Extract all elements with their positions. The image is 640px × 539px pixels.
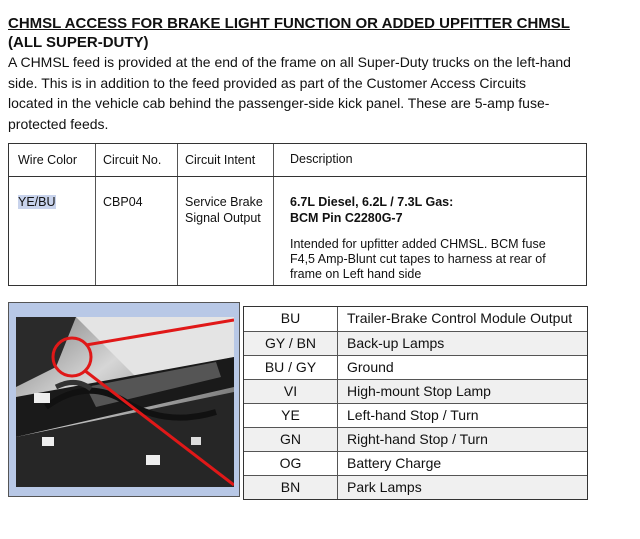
wire-color-row [244, 307, 587, 331]
wire-color-code: BU [244, 307, 338, 331]
column-divider [95, 144, 96, 285]
intro-paragraph [8, 52, 628, 134]
wire-color-code: OG [244, 452, 338, 475]
wire-color-row [244, 355, 587, 379]
column-divider [177, 144, 178, 285]
desc-note [290, 237, 582, 282]
header-circuit-no: Circuit No. [103, 153, 162, 167]
wire-color-code: BN [244, 476, 338, 499]
frame-connector-photo [8, 302, 240, 497]
desc-engine-line: 6.7L Diesel, 6.2L / 7.3L Gas: [290, 195, 454, 209]
wire-function: Right-hand Stop / Turn [347, 431, 488, 447]
heading-title: CHMSL ACCESS FOR BRAKE LIGHT FUNCTION OR ADDED UPFITTER CHMSL [8, 15, 570, 32]
wire-function: Park Lamps [347, 479, 422, 495]
wire-function: High-mount Stop Lamp [347, 383, 491, 399]
section-heading [8, 14, 628, 52]
wire-color-code: GY / BN [244, 332, 338, 355]
intro-line: located in the vehicle cab behind the passenger-side kick panel. These are 5-amp fuse- [8, 95, 550, 111]
cell-wire-color[interactable] [18, 194, 56, 210]
desc-note-line: F4,5 Amp-Blunt cut tapes to harness at rear of [290, 252, 546, 266]
desc-note-line: frame on Left hand side [290, 267, 422, 281]
wire-color-table [243, 306, 588, 500]
wire-function: Back-up Lamps [347, 335, 445, 351]
wire-function: Ground [347, 359, 394, 375]
header-circuit-intent: Circuit Intent [185, 153, 256, 167]
intent-line: Signal Output [185, 211, 261, 225]
wire-color-row [244, 451, 587, 475]
wire-color-row [244, 331, 587, 355]
wire-function: Trailer-Brake Control Module Output [347, 310, 573, 326]
intent-line: Service Brake [185, 195, 263, 209]
intro-line: protected feeds. [8, 115, 109, 132]
wire-color-row [244, 379, 587, 403]
wire-function: Left-hand Stop / Turn [347, 407, 479, 423]
header-wire-color: Wire Color [18, 153, 78, 167]
wire-color-row [244, 403, 587, 427]
intro-line: side. This is in addition to the feed provided as part of the Customer Access Circuits [8, 74, 526, 91]
wire-color-row [244, 427, 587, 451]
wire-color-row [244, 475, 587, 499]
column-divider [273, 144, 274, 285]
header-description: Description [290, 152, 353, 166]
cell-description [290, 194, 582, 282]
intro-line: A CHMSL feed is provided at the end of the frame on all Super-Duty trucks on the left-hand [8, 54, 571, 70]
vehicle-frame-image [16, 317, 234, 487]
desc-bcm-pin-line: BCM Pin C2280G-7 [290, 211, 403, 225]
wire-color-code: VI [244, 380, 338, 403]
wire-color-code: GN [244, 428, 338, 451]
header-divider [9, 176, 586, 177]
cell-circuit-no: CBP04 [103, 195, 143, 209]
selected-text: YE/BU [18, 195, 56, 209]
heading-subtitle: (ALL SUPER-DUTY) [8, 34, 149, 51]
wire-function: Battery Charge [347, 455, 442, 471]
desc-note-line: Intended for upfitter added CHMSL. BCM fuse [290, 237, 546, 251]
cell-circuit-intent [185, 194, 263, 226]
circuit-table [8, 143, 587, 286]
wire-color-code: YE [244, 404, 338, 427]
wire-color-code: BU / GY [244, 356, 338, 379]
